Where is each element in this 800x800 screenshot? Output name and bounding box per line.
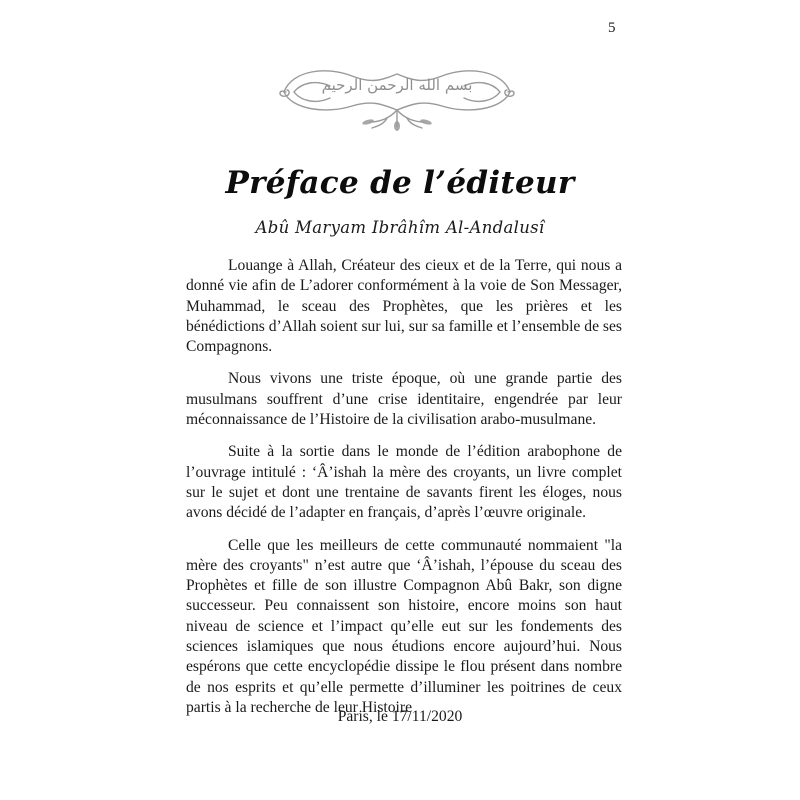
basmala-ornament bbox=[272, 52, 522, 132]
paragraph-2: Nous vivons une triste époque, où une grande partie des musulmans souffrent d’une crise identitaire, engendrée par leur méconnaissance de l’Histoire de la civilisation arabo-musulmane. bbox=[186, 370, 622, 429]
preface-title: Préface de l’éditeur bbox=[225, 165, 575, 201]
preface-body bbox=[186, 256, 622, 730]
paragraph-1: Louange à Allah, Créateur des cieux et de la Terre, qui nous a donné vie afin de L’adorer conformément à la voie de Son Messager, Muhammad, le sceau des Prophètes, que les prières et les bénédictions d’Allah soient sur lui, sur sa famille et l’ensemble de ses Compagnons. bbox=[186, 257, 622, 356]
paragraph-4: Celle que les meilleurs de cette communauté nommaient "la mère des croyants" n’est autre que ‘Â’ishah, l’épouse du sceau des Prophètes et fille de son illustre Compagnon Abû Bakr, son digne successeur. Peu connaissent son histoire, encore moins son haut niveau de science et l’impact qu’elle eut sur les fondements des sciences islamiques que nous étudions encore aujourd’hui. Nous espérons que cette encyclopédie dissipe le flou présent dans nombre de nos esprits et qu’elle permette d’illuminer les poitrines de ceux partis à la recherche de leur Histoire bbox=[186, 536, 622, 716]
date-signature: Paris, le 17/11/2020 bbox=[337, 708, 463, 725]
author-name: Abû Maryam Ibrâhîm Al-Andalusî bbox=[255, 218, 545, 237]
basmala-calligraphy: بسم الله الرحمن الرحيم bbox=[321, 76, 473, 94]
page-number: 5 bbox=[608, 20, 616, 36]
paragraph-3: Suite à la sortie dans le monde de l’édition arabophone de l’ouvrage intitulé : ‘Â’ishah la mère des croyants, un livre complet sur le sujet et dont une trentaine de savants firent les éloges, nous avons décidé de l’adapter en français, d’après l’œuvre originale. bbox=[186, 443, 622, 522]
